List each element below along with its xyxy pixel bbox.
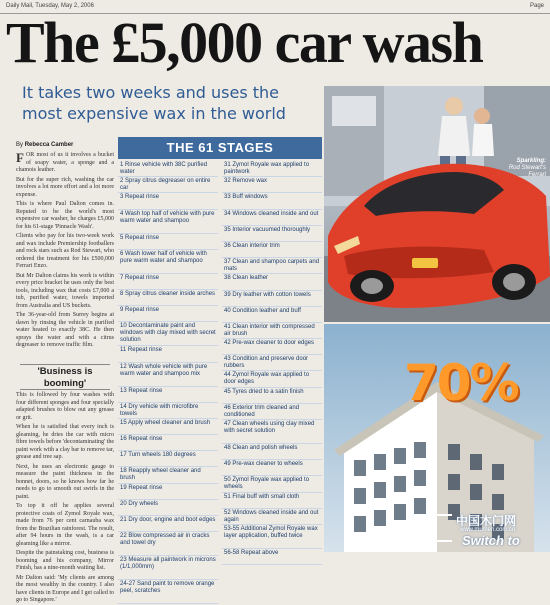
stage-item: 32 Remove wax — [222, 177, 322, 193]
stage-item: 12 Wash whole vehicle with pure warm water and shampoo mix — [118, 363, 218, 387]
stage-item: 16 Repeat rinse — [118, 435, 218, 451]
stages-title: THE 61 STAGES — [118, 137, 322, 159]
percentage-badge: 70% — [404, 354, 518, 412]
watermark-url: www.mumen.com.cn — [460, 527, 516, 533]
stage-item: 21 Dry door, engine and boot edges — [118, 516, 218, 532]
stage-item: 44 Zymol Royale wax applied to door edges — [222, 371, 322, 387]
photo-caption-title: Sparkling: — [516, 158, 546, 164]
stages-list — [118, 161, 322, 595]
body-paragraph: Clients who pay for his two-week work and wax include Premiership footballers and rock stars such as Rod Stewart, who ordered the treatment for his £500,000 Ferrari Enzo. — [16, 233, 114, 269]
stage-item: 34 Windows cleaned inside and out — [222, 210, 322, 226]
stage-item: 43 Condition and preserve door rubbers — [222, 355, 322, 371]
body-paragraph: The 36-year-old from Surrey begins at dawn by rinsing the vehicle in purified water heated to exactly 38C. He then sprays the water and with a citrus degreaser to remove traffic film. — [16, 312, 114, 348]
masthead-date: Daily Mail, Tuesday, May 2, 2006 — [6, 3, 94, 9]
stage-item: 2 Spray citrus degreaser on entire car — [118, 177, 218, 193]
stage-item: 42 Pre-wax cleaner to door edges — [222, 339, 322, 355]
stage-item: 4 Wash top half of vehicle with pure warm water and shampoo — [118, 210, 218, 234]
body-paragraph-text: OR most of us it involves a bucket of soapy water, a sponge and a chamois leather. — [16, 152, 114, 173]
watermark-bracket-icon — [432, 514, 452, 542]
body-paragraph: But for the super rich, washing the car involves a lot more effort and a lot more expense. — [16, 176, 114, 198]
body-paragraph: This is where Paul Dalton comes in. Reputed to be the world's most expensive car washer, he charges £5,000 for his 61-stage 'Pinnacle Wash'. — [16, 201, 114, 230]
masthead-page: Page — [529, 3, 544, 9]
body-paragraph: Despite the painstaking cost, business is booming and his company, Mirror Finish, has a nine-month waiting list. — [16, 550, 114, 571]
stage-item: 5 Repeat rinse — [118, 234, 218, 250]
stage-item: 9 Repeat rinse — [118, 306, 218, 322]
ferrari-photo — [324, 86, 550, 322]
stages-panel — [118, 137, 322, 595]
stage-item: 6 Wash lower half of vehicle with pure warm water and shampoo — [118, 250, 218, 274]
stage-item: 49 Pre-wax cleaner to wheels — [222, 460, 322, 476]
body-column-bottom — [16, 392, 114, 603]
stage-item: 20 Dry wheels — [118, 500, 218, 516]
body-paragraph: Mr Dalton said: 'My clients are among the most wealthy in the country. I also have clients in Europe and I get called to go to Singapore.' — [16, 574, 114, 603]
stage-item: 24-27 Sand paint to remove orange peel, scratches — [118, 580, 218, 604]
standfirst: It takes two weeks and uses the most expensive wax in the world — [22, 83, 286, 123]
stage-item: 8 Spray citrus cleaner inside arches — [118, 290, 218, 306]
watermark-site-name: 中国木门网 — [456, 514, 517, 528]
body-paragraph: But Mr Dalton claims his work is within every price bracket he uses only the best tools, including wax that costs £7,000 a tub, purified water, towels imported from Australia and US buckets. — [16, 272, 114, 309]
stage-item: 53-55 Additional Zymol Royale wax layer application, buffed twice — [222, 525, 322, 549]
stage-item: 45 Tyres dried to a satin finish — [222, 388, 322, 404]
headline: The £5,000 car wash — [6, 10, 483, 75]
stage-item: 50 Zymol Royale wax applied to wheels — [222, 476, 322, 492]
stage-item: 33 Buff windows — [222, 193, 322, 209]
byline — [16, 142, 73, 148]
stages-column-left — [118, 161, 218, 595]
body-paragraph: When he is satisfied that every inch is gleaming, he dries the car with micro fibre towels before 'decontaminating' the paint work with a clay bar to remove tar, grease and tree sap. — [16, 424, 114, 460]
byline-author: Rebecca Camber — [24, 142, 74, 148]
body-paragraph: This is followed by four washes with four different sponges and four specially adapted brushes to blow out any grease or grit. — [16, 392, 114, 421]
stage-item: 11 Repeat rinse — [118, 346, 218, 362]
photo-caption-text: Rod Stewart's Ferrari — [508, 165, 546, 178]
stage-item: 14 Dry vehicle with microfibre towels — [118, 403, 218, 419]
stage-item: 38 Clean leather — [222, 274, 322, 290]
stage-item: 31 Zymol Royale wax applied to paintwork — [222, 161, 322, 177]
stage-item: 23 Measure all paintwork in microns (1/1,000mm) — [118, 556, 218, 580]
stage-item: 7 Repeat rinse — [118, 274, 218, 290]
body-paragraph — [16, 152, 114, 175]
stage-item: 15 Apply wheel cleaner and brush — [118, 419, 218, 435]
stage-item: 41 Clean interior with compressed air brush — [222, 323, 322, 339]
stage-item: 52 Windows cleaned inside and out again — [222, 509, 322, 525]
stage-item: 47 Clean wheels using clay mixed with secret solution — [222, 420, 322, 444]
pull-quote: 'Business is booming' — [20, 364, 110, 390]
watermark-brand: Switch to — [462, 533, 520, 548]
byline-prefix: By — [16, 142, 24, 148]
ferrari-illustration — [324, 86, 550, 322]
stage-item: 46 Exterior trim cleaned and conditioned — [222, 404, 322, 420]
stage-item: 48 Clean and polish wheels — [222, 444, 322, 460]
stage-item: 1 Rinse vehicle with 38C purified water — [118, 161, 218, 177]
stage-item: 10 Decontaminate paint and windows with clay mixed with secret solution — [118, 322, 218, 346]
stage-item: 39 Dry leather with cotton towels — [222, 291, 322, 307]
drop-cap: F — [16, 150, 24, 165]
stage-item: 37 Clean and shampoo carpets and mats — [222, 258, 322, 274]
watermark — [432, 512, 548, 550]
stage-item: 17 Turn wheels 180 degrees — [118, 451, 218, 467]
stage-item: 19 Repeat rinse — [118, 484, 218, 500]
body-column-top — [16, 152, 114, 362]
stage-item: 40 Condition leather and buff — [222, 307, 322, 323]
stage-item: 18 Reapply wheel cleaner and brush — [118, 467, 218, 483]
photo-caption — [494, 158, 546, 179]
stage-item: 56-58 Repeat above — [222, 549, 322, 565]
stage-item: 36 Clean interior trim — [222, 242, 322, 258]
stages-column-right — [222, 161, 322, 556]
stage-item: 51 Final buff with small cloth — [222, 493, 322, 509]
body-paragraph: To top it off he applies several protective coats of Zymol Royale wax, made from 76 per cent carnauba wax from the Brazilian rainforest. The result, after 94 hours in the wash, is a car gleaming like a mirror. — [16, 503, 114, 547]
stage-item: 3 Repeat rinse — [118, 193, 218, 209]
stage-item: 13 Repeat rinse — [118, 387, 218, 403]
stage-item: 22 Blow compressed air in cracks and towel dry — [118, 532, 218, 556]
body-paragraph: Next, he uses an electronic gauge to measure the paint thickness in the bonnet, doors, so he knows how far he needs to go to smooth out swirls in the paint. — [16, 463, 114, 500]
stage-item: 35 Interior vacuumed thoroughly — [222, 226, 322, 242]
